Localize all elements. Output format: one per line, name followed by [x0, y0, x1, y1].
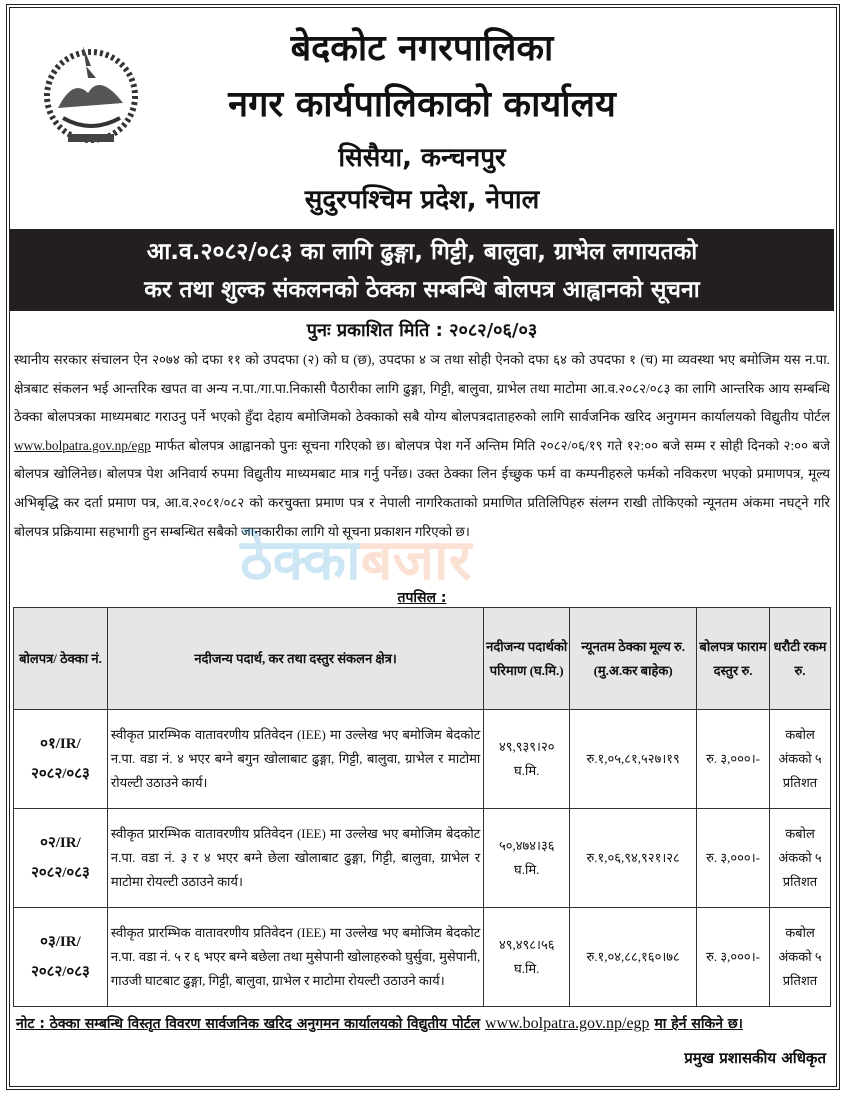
- col-deposit: धरौटी रकम रु.: [770, 608, 831, 710]
- form-fee: रु. ३,०००।-: [697, 710, 770, 809]
- table-header-row: [14, 608, 831, 710]
- banner-line-2: कर तथा शुल्क संकलनको ठेक्का सम्बन्धि बोलपत्र आह्वानको सूचना: [144, 277, 700, 303]
- notice-body: [14, 346, 830, 546]
- body-text-2: मार्फत बोलपत्र आह्वानको पुनः सूचना गरिएको छ। बोलपत्र पेश गर्ने अन्तिम मिति २०८२/०६/१९ गते १२:०० बजे सम्म र सोही दिनको २:०० बजे बोलपत्र खोलिनेछ। बोलपत्र पेश अनिवार्य रुपमा विद्युतीय माध्यमबाट मात्र गर्नु पर्नेछ। उक्त ठेक्का लिन ईच्छुक फर्म वा कम्पनीहरुले फर्मको नविकरण भएको प्रमाणपत्र, मूल्य अभिबृद्धि कर दर्ता प्रमाण पत्र, आ.व.२०८१/०८२ को करचुक्ता प्रमाण पत्र र नेपाली नागरिकताको प्रमाणित प्रतिलिपिहरु संलग्न राखी तोकिएको न्यूनतम अंकमा नघट्ने गरि बोलपत्र प्रक्रियामा सहभागी हुन सम्बन्धित सबैको जानकारीका लागि यो सूचना प्रकाशन गरिएको छ।: [14, 437, 830, 539]
- schedule-heading: तपसिल :: [397, 590, 447, 606]
- contract-no: ०३/IR/ २०८२/०८३: [14, 908, 108, 1007]
- contract-table: [13, 607, 831, 1007]
- note-text-2: मा हेर्न सकिने छ।: [654, 1016, 743, 1032]
- minimum-value: रु.१,०५,८१,५२७।१९: [570, 710, 697, 809]
- form-fee: रु. ३,०००।-: [697, 809, 770, 908]
- table-row: [14, 908, 831, 1007]
- description: स्वीकृत प्रारम्भिक वातावरणीय प्रतिवेदन (IEE) मा उल्लेख भए बमोजिम बेदकोट न.पा. वडा नं. ५ र ६ भएर बग्ने बछेला तथा मुसेपानी खोलाहरुको घुर्सुवा, मुसेपानी, गाउजी घाटबाट ढुङ्गा, गिट्टी, बालुवा, ग्राभेल र माटोमा रोयल्टी उठाउने कार्य।: [107, 908, 483, 1007]
- municipality-name: बेदकोट नगरपालिका: [290, 28, 554, 69]
- banner-line-1: आ.व.२०८२/०८३ का लागि ढुङ्गा, गिट्टी, बालुवा, ग्राभेल लगायतको: [146, 239, 698, 265]
- watermark-part-2: बजार: [360, 528, 472, 593]
- footnote: [16, 1014, 832, 1033]
- col-description: नदीजन्य पदार्थ, कर तथा दस्तुर संकलन क्षेत्र।: [107, 608, 483, 710]
- note-link[interactable]: www.bolpatra.gov.np/egp: [485, 1015, 650, 1032]
- note-text-1: नोट : ठेक्का सम्बन्धि विस्तृत विवरण सार्वजनिक खरिद अनुगमन कार्यालयको विद्युतीय पोर्टल: [16, 1016, 481, 1032]
- contract-no: ०१/IR/ २०८२/०८३: [14, 710, 108, 809]
- office-location: सिसैया, कन्चनपुर: [338, 143, 506, 173]
- form-fee: रु. ३,०००।-: [697, 908, 770, 1007]
- deposit: कबोल अंकको ५ प्रतिशत: [770, 809, 831, 908]
- table-row: [14, 710, 831, 809]
- bolpatra-link[interactable]: www.bolpatra.gov.np/egp: [14, 437, 151, 453]
- quantity: ४९,९३९।२० घ.मि.: [484, 710, 570, 809]
- notice-title-banner: [10, 229, 834, 311]
- description: स्वीकृत प्रारम्भिक वातावरणीय प्रतिवेदन (IEE) मा उल्लेख भए बमोजिम बेदकोट न.पा. वडा नं. ३ र ४ भएर बग्ने छेला खोलाबाट ढुङ्गा, गिट्टी, बालुवा, ग्राभेल र माटोमा रोयल्टी उठाउने कार्य।: [107, 809, 483, 908]
- republished-date: पुनः प्रकाशित मिति : २०८२/०६/०३: [306, 320, 538, 341]
- quantity: ५०,४७४।३६ घ.मि.: [484, 809, 570, 908]
- col-contract-no: बोलपत्र/ ठेक्का नं.: [14, 608, 108, 710]
- col-quantity: नदीजन्य पदार्थको परिमाण (घ.मि.): [484, 608, 570, 710]
- watermark-part-1: ठेक्का: [240, 528, 361, 593]
- minimum-value: रु.१,०६,९४,९२१।२८: [570, 809, 697, 908]
- col-form-fee: बोलपत्र फाराम दस्तुर रु.: [697, 608, 770, 710]
- col-minimum-value: न्यूनतम ठेक्का मूल्य रु. (मु.अ.कर बाहेक): [570, 608, 697, 710]
- office-name: नगर कार्यपालिकाको कार्यालय: [228, 84, 616, 125]
- signatory-title: प्रमुख प्रशासकीय अधिकृत: [684, 1049, 826, 1067]
- contract-no: ०२/IR/ २०८२/०८३: [14, 809, 108, 908]
- description: स्वीकृत प्रारम्भिक वातावरणीय प्रतिवेदन (IEE) मा उल्लेख भए बमोजिम बेदकोट न.पा. वडा नं. ४ भएर बग्ने बगुन खोलाबाट ढुङ्गा, गिट्टी, बालुवा, ग्राभेल र माटोमा रोयल्टी उठाउने कार्य।: [107, 710, 483, 809]
- table-row: [14, 809, 831, 908]
- deposit: कबोल अंकको ५ प्रतिशत: [770, 908, 831, 1007]
- quantity: ४९,४९८।५६ घ.मि.: [484, 908, 570, 1007]
- body-text-1: स्थानीय सरकार संचालन ऐन २०७४ को दफा ११ को उपदफा (२) को घ (छ), उपदफा ४ ञ तथा सोही ऐनको दफा ६४ को उपदफा १ (च) मा व्यवस्था भए बमोजिम यस न.पा. क्षेत्रबाट संकलन भई आन्तरिक खपत वा अन्य न.पा./गा.पा.निकासी पैठारीका लागि ढुङ्गा, गिट्टी, बालुवा, ग्राभेल तथा माटोमा आ.व.२०८२/०८३ का लागि आन्तरिक आय सम्बन्धि ठेक्का बोलपत्रका माध्यमबाट गराउनु पर्ने भएको हुँदा देहाय बमोजिमको ठेक्काको सबै योग्य बोलपत्रदाताहरुको लागि सार्वजनिक खरिद अनुगमन कार्यालयको विद्युतीय पोर्टल: [14, 352, 830, 425]
- province-country: सुदुरपश्चिम प्रदेश, नेपाल: [304, 185, 540, 215]
- minimum-value: रु.१,०४,८८,१६०।७८: [570, 908, 697, 1007]
- deposit: कबोल अंकको ५ प्रतिशत: [770, 710, 831, 809]
